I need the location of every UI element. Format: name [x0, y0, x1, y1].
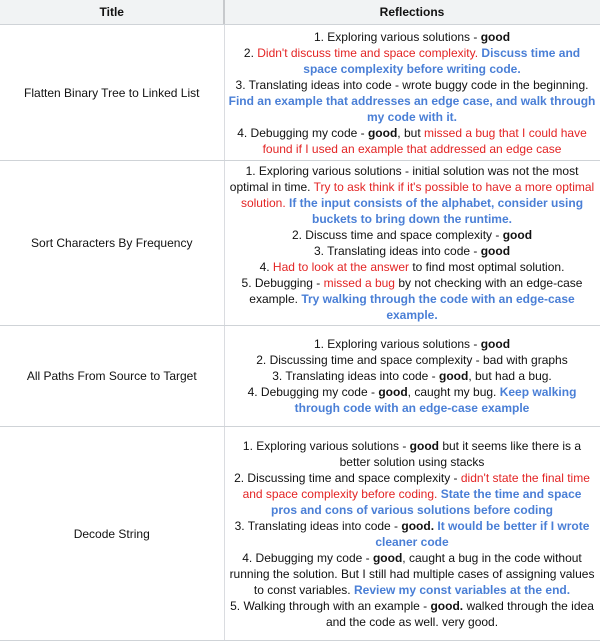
rating-text: good	[439, 369, 469, 383]
issue-text: missed a bug	[323, 276, 395, 290]
table-row	[0, 326, 600, 427]
reflection-text: , but had a bug.	[468, 369, 552, 383]
reflection-text: 5. Walking through with an example -	[230, 598, 431, 613]
issue-text: missed a bug that I could have found if I used an example that addressed an edge case	[262, 125, 587, 156]
table-row	[0, 427, 600, 641]
reflection-text: 3. Translating ideas into code - wrote buggy code in the beginning.	[235, 77, 589, 92]
rating-text: good	[372, 550, 403, 565]
title-cell[interactable]: Flatten Binary Tree to Linked List	[0, 25, 224, 161]
title-cell[interactable]: Sort Characters By Frequency	[0, 161, 224, 326]
improvement-text: Discuss time and space complexity before writing code.	[303, 45, 581, 76]
reflection-text: to find most optimal solution.	[409, 260, 565, 274]
rating-text: good.	[401, 518, 438, 533]
reflection-text: 2. Discussing time and space complexity - bad with graphs	[256, 353, 568, 367]
issue-text: Had to look at the answer	[272, 260, 409, 274]
reflection-text: 4. Debugging my code -	[242, 550, 373, 565]
reflection-item	[229, 598, 596, 630]
issue-text: didn't state the final time and space complexity before coding.	[242, 470, 590, 501]
reflection-item	[229, 275, 596, 323]
rating-text: good.	[430, 598, 464, 613]
reflection-text: 3. Translating ideas into code -	[234, 518, 402, 533]
header-row	[0, 0, 600, 25]
reflection-item	[229, 384, 596, 416]
reflection-text: 3. Translating ideas into code -	[313, 244, 481, 258]
improvement-text: Try walking through the code with an edge-case example.	[301, 292, 575, 322]
reflection-text: , but	[397, 125, 424, 140]
reflections-cell[interactable]	[224, 25, 600, 161]
improvement-text: Keep walking through code with an edge-case example	[294, 385, 577, 415]
reflection-text: 2. Discuss time and space complexity -	[291, 228, 503, 242]
reflection-text: 1. Exploring various solutions - initial solution was not the most optimal in time.	[229, 164, 579, 194]
reflection-text: 1. Exploring various solutions -	[313, 29, 481, 44]
rating-text: good	[480, 29, 511, 44]
reflection-text: but it seems like there is a better solution using stacks	[339, 438, 582, 469]
reflections-cell[interactable]	[224, 427, 600, 641]
improvement-text: State the time and space pros and cons of various solutions before coding	[270, 486, 582, 517]
reflection-item	[229, 438, 596, 470]
improvement-text: Review my const variables at the end.	[353, 582, 571, 597]
reflection-item	[229, 243, 596, 259]
reflection-text: 5. Debugging -	[241, 276, 324, 290]
reflection-item	[229, 29, 596, 45]
reflection-text: , caught a bug in the code without running the solution. But I still had multiple cases of assigning values to const variables.	[229, 550, 595, 597]
rating-text: good	[480, 337, 511, 351]
reflection-text: 2.	[243, 45, 258, 60]
header-reflections-cell[interactable]: Reflections	[224, 0, 600, 25]
issue-text: Try to ask think if it's possible to have a more optimal solution.	[240, 180, 595, 210]
rating-text: good	[480, 244, 511, 258]
improvement-text: Find an example that addresses an edge case, and walk through my code with it.	[228, 93, 596, 124]
reflection-item	[229, 336, 596, 352]
rating-text: good	[378, 385, 408, 399]
reflection-text: 4. Debugging my code -	[237, 125, 368, 140]
title-cell[interactable]: All Paths From Source to Target	[0, 326, 224, 427]
column-separator[interactable]	[223, 0, 225, 24]
reflection-item	[229, 368, 596, 384]
reflection-item	[229, 77, 596, 125]
reflection-text: walked through the idea and the code as well. very good.	[325, 598, 594, 629]
table-row	[0, 161, 600, 326]
header-title-cell[interactable]: Title	[0, 0, 224, 25]
reflection-item	[229, 125, 596, 157]
reflection-text: 4. Debugging my code -	[247, 385, 379, 399]
reflection-text: 1. Exploring various solutions -	[313, 337, 481, 351]
rating-text: good	[367, 125, 398, 140]
title-cell[interactable]: Decode String	[0, 427, 224, 641]
improvement-text: It would be better if I wrote cleaner code	[375, 518, 590, 549]
table-row	[0, 25, 600, 161]
rating-text: good	[502, 228, 533, 242]
reflection-item	[229, 518, 596, 550]
issue-text: Didn't discuss time and space complexity.	[257, 45, 482, 60]
reflection-text: 2. Discussing time and space complexity -	[234, 470, 461, 485]
reflection-text: 4.	[259, 260, 273, 274]
reflection-item	[229, 470, 596, 518]
reflection-item	[229, 352, 596, 368]
reflection-item	[229, 259, 596, 275]
reflection-item	[229, 227, 596, 243]
rating-text: good	[409, 438, 439, 453]
reflection-text: 1. Exploring various solutions -	[242, 438, 410, 453]
reflection-item	[229, 550, 596, 598]
reflection-text: 3. Translating ideas into code -	[272, 369, 440, 383]
reflections-cell[interactable]	[224, 161, 600, 326]
reflection-item	[229, 163, 596, 227]
reflection-text: , caught my bug.	[407, 385, 500, 399]
reflection-item	[229, 45, 596, 77]
reflection-text: by not checking with an edge-case example.	[249, 276, 583, 306]
improvement-text: If the input consists of the alphabet, consider using buckets to bring down the runtime.	[289, 196, 584, 226]
reflections-cell[interactable]	[224, 326, 600, 427]
